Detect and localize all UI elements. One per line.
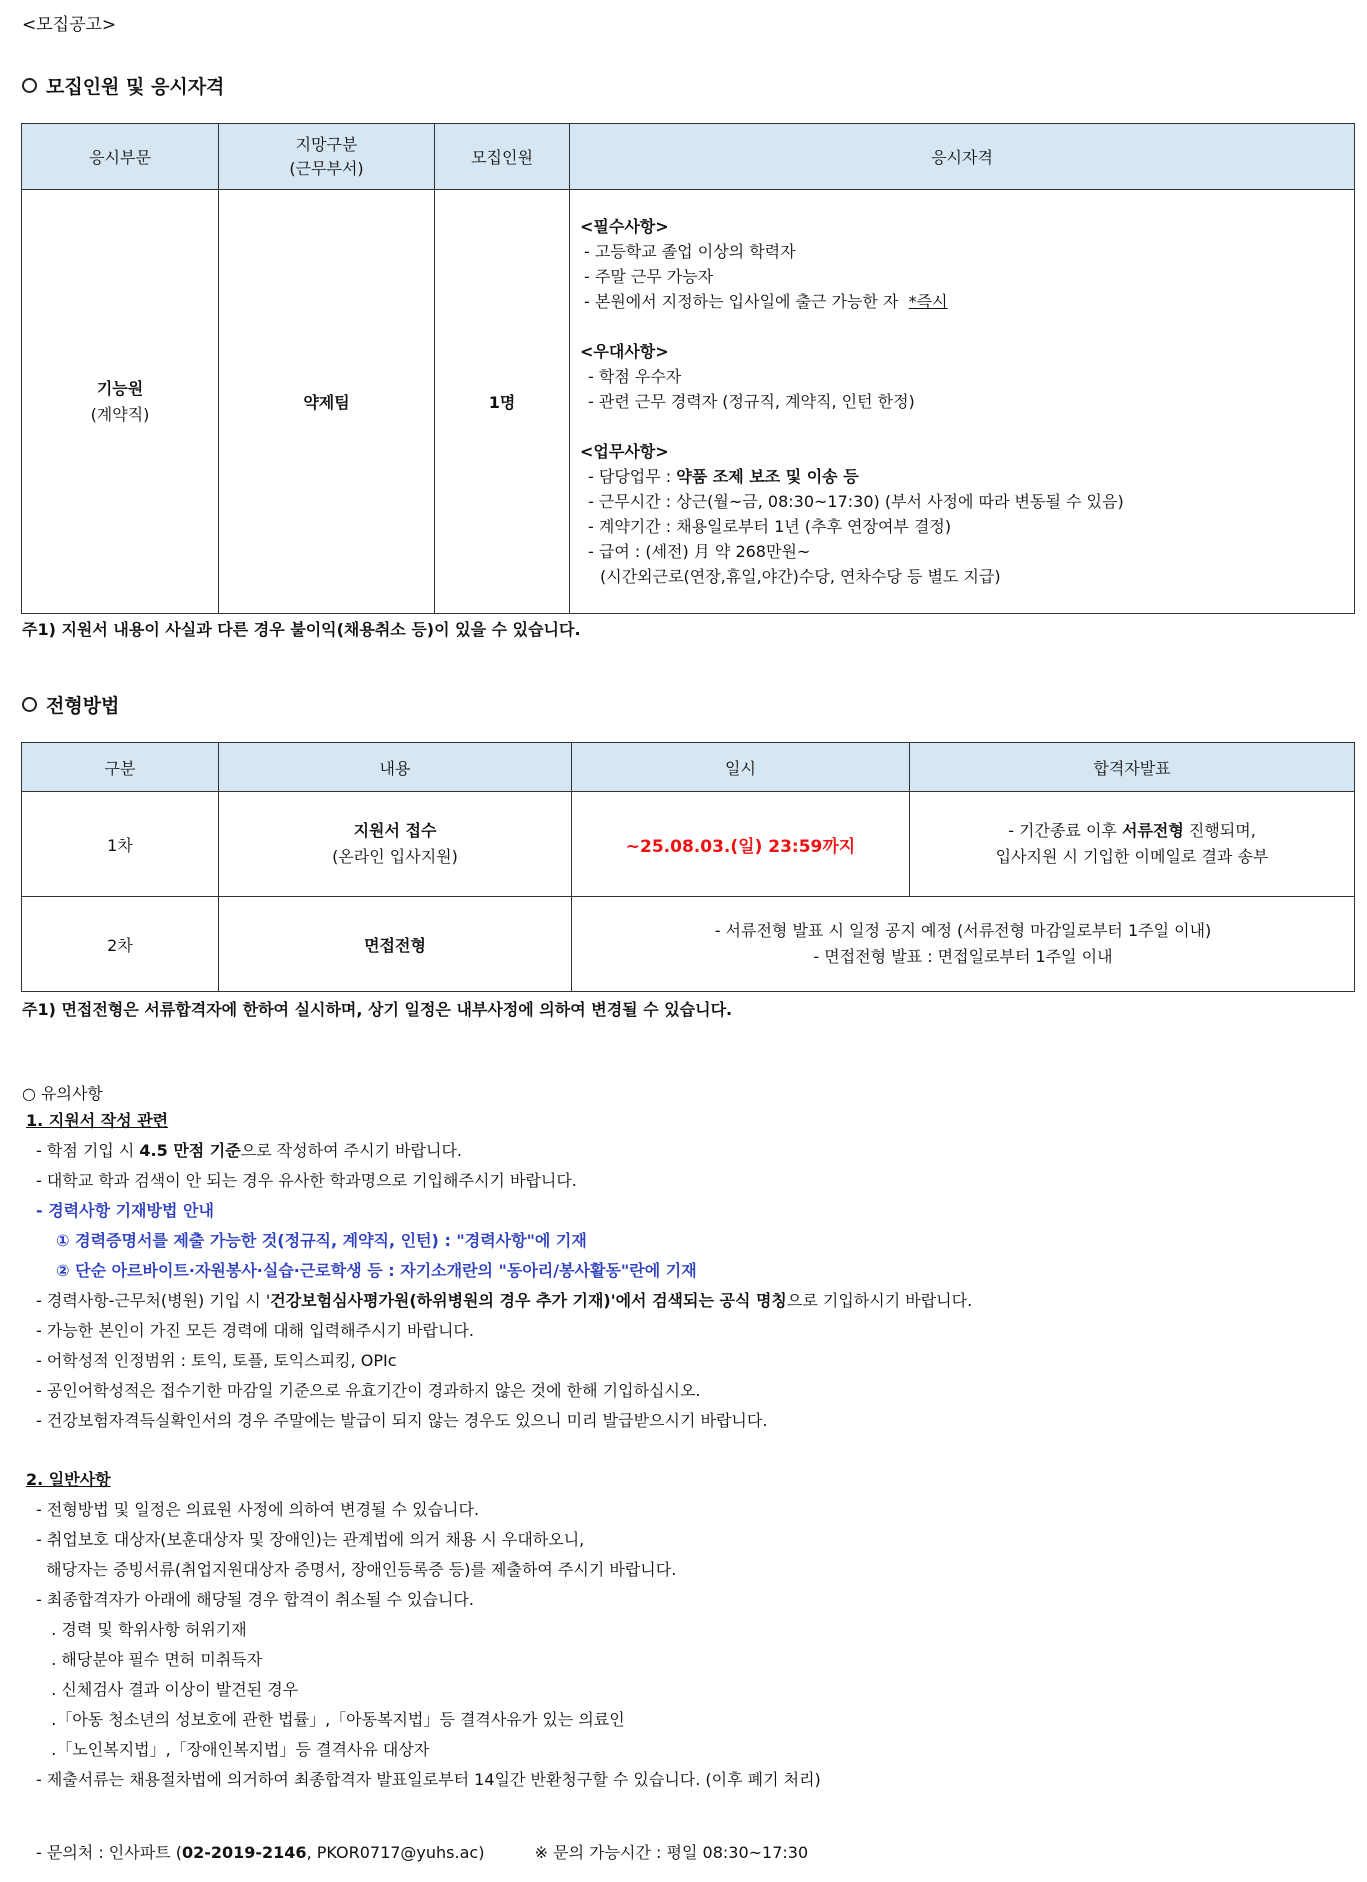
notice-emph: 건강보험심사평가원(하위병원의 경우 추가 기재)'에서 검색되는 공식 명칭 — [270, 1291, 787, 1310]
notice-line: .「아동 청소년의 성보호에 관한 법률」,「아동복지법」등 결격사유가 있는 의료인 — [36, 1710, 625, 1729]
division-sub: (계약직) — [90, 404, 150, 424]
contact-email: , PKOR0717@yuhs.ac) — [306, 1843, 485, 1862]
notice-text: 으로 기입하시기 바랍니다. — [786, 1291, 973, 1310]
announce-emph: 서류전형 — [1121, 821, 1184, 840]
content-2: 면접전형 — [219, 897, 572, 992]
required-item: - 고등학교 졸업 이상의 학력자 — [584, 242, 796, 261]
stage-2: 2차 — [22, 897, 219, 992]
section-heading-recruitment — [22, 72, 224, 99]
notice-text: 으로 작성하여 주시기 바랍니다. — [240, 1141, 462, 1160]
notice-line: - 전형방법 및 일정은 의료원 사정에 의하여 변경될 수 있습니다. — [36, 1500, 480, 1519]
contact-phone: 02-2019-2146 — [181, 1843, 307, 1862]
duty-item: - 계약기간 : 채용일로부터 1년 (추후 연장여부 결정) — [588, 517, 952, 536]
notice-line: ① 경력증명서를 제출 가능한 것(정규직, 계약직, 인턴) : "경력사항"에 기재 — [56, 1231, 587, 1250]
header-dept-sub: (근무부서) — [289, 158, 364, 178]
preferred-title: <우대사항> — [580, 342, 669, 361]
process-table — [21, 742, 1355, 992]
notice-line: . 신체검사 결과 이상이 발견된 경우 — [36, 1680, 299, 1699]
header-stage: 구분 — [22, 743, 219, 792]
notice-line: - 최종합격자가 아래에 해당될 경우 합격이 취소될 수 있습니다. — [36, 1590, 474, 1609]
info-2 — [572, 897, 1355, 992]
content-1-main: 지원서 접수 — [353, 821, 437, 840]
cell-count: 1명 — [435, 190, 570, 614]
notice-line: - 취업보호 대상자(보훈대상자 및 장애인)는 관계법에 의거 채용 시 우대하오니, — [36, 1530, 585, 1549]
notice-line: - 경력사항 기재방법 안내 — [36, 1201, 214, 1220]
content-1 — [219, 792, 572, 897]
cell-qualification — [570, 190, 1355, 614]
announce-1-line: 입사지원 시 기입한 이메일로 결과 송부 — [995, 847, 1269, 866]
required-emph: *즉시 — [908, 292, 948, 311]
required-item — [580, 289, 1354, 314]
notice-line: ② 단순 아르바이트·자원봉사·실습·근로학생 등 : 자기소개란의 "동아리/봉사활동"란에 기재 — [56, 1261, 697, 1280]
contact-hours: ※ 문의 가능시간 : 평일 08:30~17:30 — [534, 1843, 809, 1862]
header-content: 내용 — [219, 743, 572, 792]
notice-text: - 경력사항-근무처(병원) 기입 시 ' — [36, 1291, 271, 1310]
header-announce: 합격자발표 — [910, 743, 1355, 792]
section-heading-text: 모집인원 및 응시자격 — [46, 76, 225, 98]
stage-1: 1차 — [22, 792, 219, 897]
preferred-item: - 관련 근무 경력자 (정규직, 계약직, 인턴 한정) — [588, 392, 915, 411]
circle-bullet-icon — [22, 78, 37, 93]
header-division: 응시부문 — [22, 124, 219, 190]
division-main: 기능원 — [96, 378, 144, 398]
preferred-item: - 학점 우수자 — [588, 367, 682, 386]
duty-title: <업무사항> — [580, 442, 669, 461]
recruitment-table — [21, 123, 1355, 614]
notice-line: - 어학성적 인정범위 : 토익, 토플, 토익스피킹, OPIc — [36, 1351, 397, 1370]
notice-section-2 — [26, 1465, 821, 1795]
notice-line — [26, 1136, 972, 1166]
info-2-line: - 면접전형 발표 : 면접일로부터 1주일 이내 — [813, 947, 1113, 966]
header-date: 일시 — [572, 743, 910, 792]
notice-line: . 경력 및 학위사항 허위기재 — [36, 1620, 247, 1639]
duty-emph: 약품 조제 보조 및 이송 등 — [676, 467, 859, 486]
notice-line: . 해당분야 필수 면허 미취득자 — [36, 1650, 263, 1669]
notice-line: - 가능한 본인이 가진 모든 경력에 대해 입력해주시기 바랍니다. — [36, 1321, 474, 1340]
notice-line: - 건강보험자격득실확인서의 경우 주말에는 발급이 되지 않는 경우도 있으니 미리 발급받으시기 바랍니다. — [36, 1411, 768, 1430]
page-title: <모집공고> — [22, 15, 117, 35]
date-1: ~25.08.03.(일) 23:59까지 — [572, 792, 910, 897]
contact-line — [36, 1840, 808, 1863]
cell-dept: 약제팀 — [219, 190, 435, 614]
announce-1 — [910, 792, 1355, 897]
duty-item — [580, 464, 1354, 489]
announce-text: 진행되며, — [1183, 821, 1256, 840]
circle-bullet-icon — [22, 697, 37, 712]
header-dept — [219, 124, 435, 190]
info-2-line: - 서류전형 발표 시 일정 공지 예정 (서류전형 마감일로부터 1주일 이내) — [714, 921, 1212, 940]
required-item: - 주말 근무 가능자 — [584, 267, 714, 286]
notice-sub2-title: 2. 일반사항 — [26, 1470, 111, 1489]
duty-item: (시간외근로(연장,휴일,야간)수당, 연차수당 등 별도 지급) — [600, 567, 1001, 586]
notice-line: .「노인복지법」,「장애인복지법」등 결격사유 대상자 — [36, 1740, 430, 1759]
recruitment-note: 주1) 지원서 내용이 사실과 다른 경우 불이익(채용취소 등)이 있을 수 있습니다. — [22, 620, 581, 639]
notice-line: 해당자는 증빙서류(취업지원대상자 증명서, 장애인등록증 등)를 제출하여 주시기 바랍니다. — [36, 1560, 677, 1579]
cell-division — [22, 190, 219, 614]
announce-1-line — [910, 818, 1354, 844]
header-dept-main: 지망구분 — [295, 134, 358, 154]
content-1-sub: (온라인 입사지원) — [332, 847, 458, 866]
notice-section-1 — [26, 1106, 972, 1436]
section-heading-text: 전형방법 — [46, 695, 120, 717]
announce-text: - 기간종료 이후 — [1008, 821, 1122, 840]
required-item-text: - 본원에서 지정하는 입사일에 출근 가능한 자 — [584, 292, 899, 311]
contact-text: - 문의처 : 인사파트 ( — [36, 1843, 182, 1862]
header-count: 모집인원 — [435, 124, 570, 190]
notice-sub1-title: 1. 지원서 작성 관련 — [26, 1111, 169, 1130]
duty-item: - 급여 : (세전) 月 약 268만원~ — [588, 542, 811, 561]
process-note: 주1) 면접전형은 서류합격자에 한하여 실시하며, 상기 일정은 내부사정에 의하여 변경될 수 있습니다. — [22, 1000, 733, 1019]
notice-line: - 제출서류는 채용절차법에 의거하여 최종합격자 발표일로부터 14일간 반환청구할 수 있습니다. (이후 폐기 처리) — [36, 1770, 821, 1789]
notice-text: - 학점 기입 시 — [36, 1141, 140, 1160]
duty-label: - 담당업무 : — [588, 467, 677, 486]
notice-line — [26, 1286, 972, 1316]
section-heading-process — [22, 691, 119, 718]
notice-line: - 대학교 학과 검색이 안 되는 경우 유사한 학과명으로 기입해주시기 바랍니다. — [36, 1171, 577, 1190]
notice-line: - 공인어학성적은 접수기한 마감일 기준으로 유효기간이 경과하지 않은 것에 한해 기입하십시오. — [36, 1381, 701, 1400]
duty-item: - 근무시간 : 상근(월~금, 08:30~17:30) (부서 사정에 따라 변동될 수 있음) — [588, 492, 1124, 511]
header-qualification: 응시자격 — [570, 124, 1355, 190]
required-title: <필수사항> — [580, 217, 669, 236]
notice-heading: ○ 유의사항 — [22, 1084, 103, 1103]
notice-emph: 4.5 만점 기준 — [139, 1141, 241, 1160]
